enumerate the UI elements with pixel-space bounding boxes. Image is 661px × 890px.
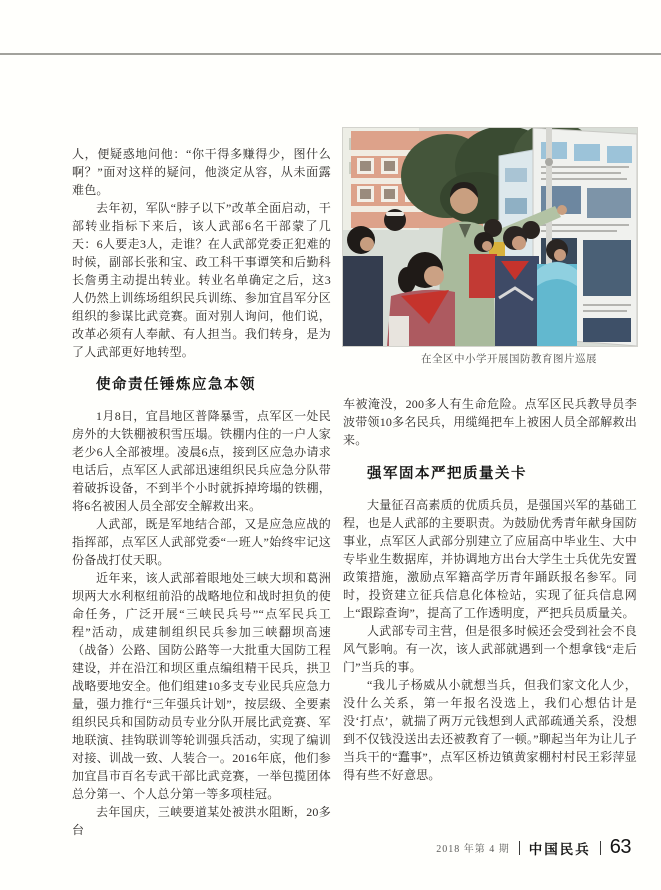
paragraph: 近年来，该人武部着眼地处三峡大坝和葛洲坝两大水利枢纽前沿的战略地位和战时担负的使命任务，广泛开展“三峡民兵号”“点军民兵工程”活动，成建制组织民兵参加三峡翻坝高速（战备）公路、国防公路等一大批重大国防工程建设，并在沿江和坝区重点编组精干民兵，拱卫战略要地安全。他们组建10多支专业民兵应急力量，强力推行“三年强兵计划”，按层级、全要素组织民兵和国防动员专业分队开展比武竞赛、军地联演、挂钩联训等轮训强兵活动，实现了编训对接、训战一致、人装合一。2016年底，他们参加宜昌市百名专武干部比武竞赛，一举包揽团体总分第一、个人总分第一等多项桂冠。 [72, 571, 331, 801]
section-title: 使命责任锤炼应急本领 [96, 377, 256, 393]
footer-divider [600, 841, 601, 855]
left-column [72, 145, 331, 839]
footer-page-number: 63 [609, 836, 631, 858]
footer-issue: 2018 年第 4 期 [436, 844, 510, 855]
right-column [343, 128, 637, 784]
paragraph: “我儿子杨威从小就想当兵，但我们家文化人少，没什么关系，第一年报名没选上，我们心想估计是没‘打点’，就揣了两万元钱想到人武部疏通关系，没想到不仅钱没送出去还被教育了一顿。”聊起当年为让儿子当兵干的“蠢事”，点军区桥边镇黄家棚村村民王彩萍显得有些不好意思。 [343, 678, 637, 782]
section-title: 强军固本严把质量关卡 [367, 466, 527, 482]
paragraph: 去年国庆，三峡要道某处被洪水阻断，20多台 [72, 805, 331, 837]
photo-caption: 在全区中小学开展国防教育图片巡展 [421, 353, 597, 365]
paragraph: 人武部专司主营，但是很多时候还会受到社会不良风气影响。有一次，该人武部就遇到一个想拿钱“走后门”当兵的事。 [343, 624, 637, 674]
paragraph: 人，便疑惑地问他：“你干得多赚得少，图什么啊？”面对这样的疑问，他淡定从容，从未面露难色。 [72, 147, 331, 197]
page-footer [436, 836, 631, 859]
paragraph: 大量征召高素质的优质兵员，是强国兴军的基础工程，也是人武部的主要职责。为鼓励优秀青年献身国防事业，点军区人武部分别建立了应届高中毕业生、大中专毕业生数据库，并协调地方出台大学生士兵优先安置政策措施，激励点军籍高学历青年踊跃报名参军。同时，投资建立征兵信息化体检站，实现了征兵信息网上“跟踪查询”，提高了工作透明度，严把兵员质量关。 [343, 498, 637, 620]
paragraph: 车被淹没，200多人有生命危险。点军区民兵教导员李波带领10多名民兵，用缆绳把车上被困人员全部解救出来。 [343, 397, 637, 447]
footer-magazine-name: 中国民兵 [528, 841, 591, 857]
paragraph: 1月8日，宜昌地区普降暴雪，点军区一处民房外的大铁棚被积雪压塌。铁棚内住的一户人家老少6人全部被埋。凌晨6点，接到区应急办请求电话后，点军区人武部迅速组织民兵应急分队带着破拆设备，不到半个小时就拆掉垮塌的铁棚，将6名被困人员全部安全解救出来。 [72, 409, 331, 513]
photo-illustration [343, 128, 637, 346]
top-rule [0, 53, 661, 55]
paragraph: 去年初，军队“脖子以下”改革全面启动，干部转业指标下来后，该人武部6名干部蒙了几天：6人要走3人，走谁？在人武部党委正犯难的时候，副部长张和宝、政工科干事谭笑和后勤科长詹勇主动提出转业。转业名单确定之后，这3人仍然上训练场组织民兵训练、参加宜昌军分区组织的参谋比武竞赛。面对别人询问，他们说，改革必须有人奉献、有人担当。我们转身，是为了人武部更好地转型。 [72, 201, 331, 359]
footer-divider [519, 841, 520, 855]
paragraph: 人武部，既是军地结合部，又是应急应战的指挥部，点军区人武部党委“一班人”始终牢记这份备战打仗天职。 [72, 517, 331, 567]
article-photo [343, 128, 637, 346]
